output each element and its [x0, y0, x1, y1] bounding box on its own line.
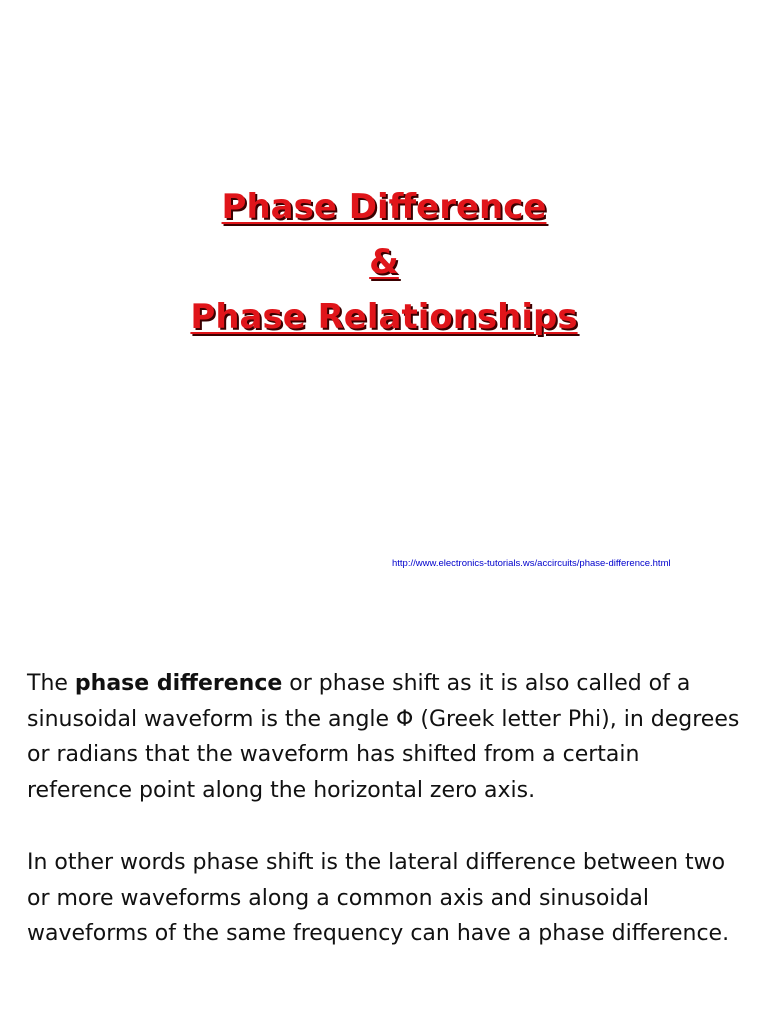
title-line-1: Phase Difference: [221, 187, 547, 227]
paragraph-definition: [27, 666, 745, 808]
paragraph-explanation: In other words phase shift is the lateral difference between two or more waveforms along a common axis and sinusoidal waveforms of the same frequency can have a phase difference.: [27, 850, 730, 946]
slide-title: [0, 180, 768, 345]
content-slide: [0, 630, 768, 1024]
para1-rest: or phase shift as it is also called of a sinusoidal waveform is the angle Φ (Greek letter Phi), in degrees or radians that the waveform has shifted from a certain reference point along the horizontal zero axis.: [27, 671, 740, 803]
title-line-2: &: [369, 242, 399, 282]
title-line-3: Phase Relationships: [190, 297, 578, 337]
source-link[interactable]: http://www.electronics-tutorials.ws/accircuits/phase-difference.html: [392, 558, 671, 569]
para1-bold-term: phase difference: [74, 671, 283, 696]
para1-prefix: The: [27, 671, 75, 696]
